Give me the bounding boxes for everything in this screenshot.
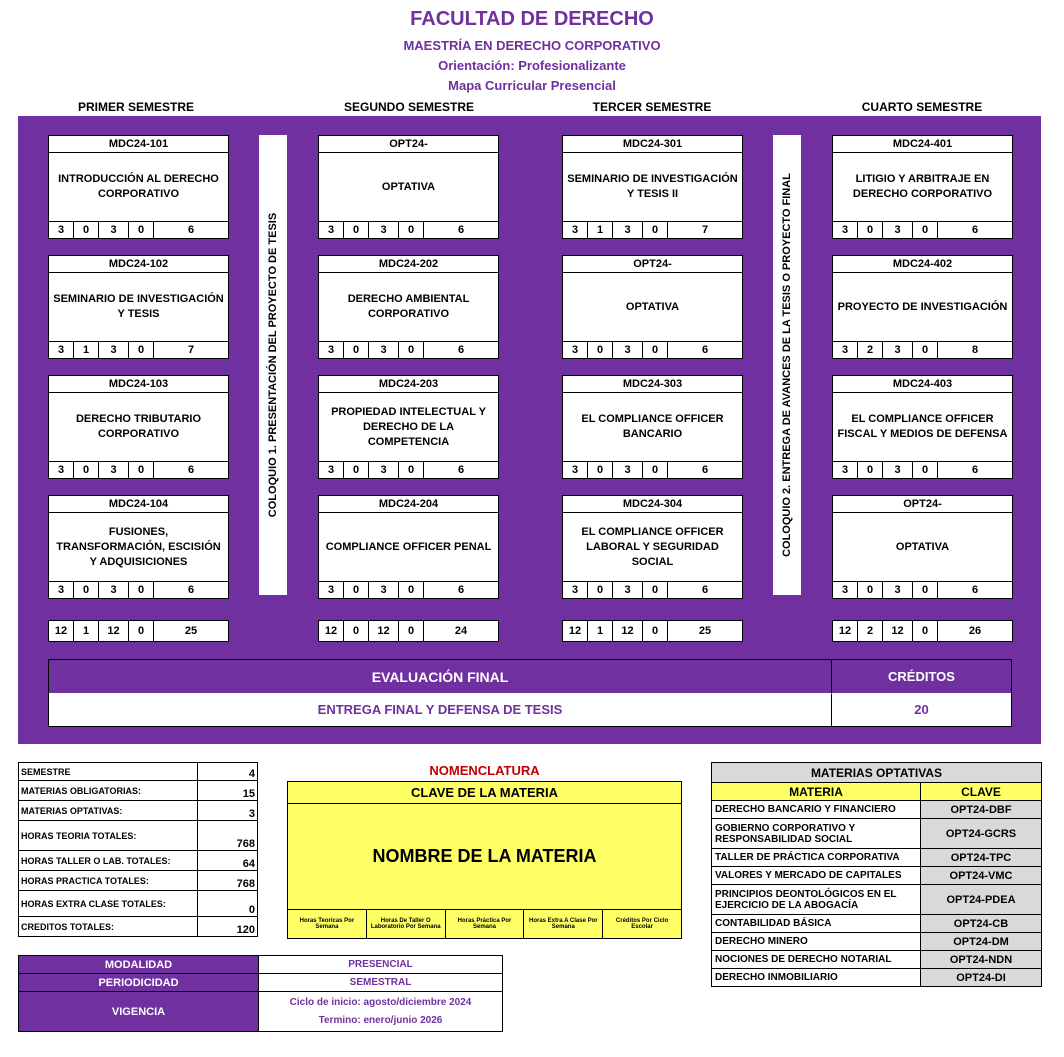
course-hours-cell: 0 xyxy=(643,342,668,358)
course-code: MDC24-303 xyxy=(563,376,742,393)
course-hours xyxy=(833,341,1012,358)
semester-totals-cell: 12 xyxy=(833,621,858,641)
course-hours xyxy=(833,221,1012,238)
course-hours xyxy=(563,581,742,598)
stats-label: HORAS EXTRA CLASE TOTALES: xyxy=(19,891,198,917)
semester-totals-cell: 24 xyxy=(454,625,468,637)
course-hours-cell: 7 xyxy=(187,344,195,356)
course-hours-cell: 6 xyxy=(187,224,195,236)
course-card xyxy=(562,495,743,599)
nomenclature-key: CLAVE DE LA MATERIA xyxy=(288,782,681,804)
semester-totals-cell: 12 xyxy=(563,621,588,641)
course-hours-cell: 3 xyxy=(49,342,74,358)
course-hours-cell: 6 xyxy=(701,464,709,476)
stats-row xyxy=(19,891,258,917)
course-name: PROPIEDAD INTELECTUAL Y DERECHO DE LA COMPETENCIA xyxy=(331,405,486,448)
course-name: LITIGIO Y ARBITRAJE EN DERECHO CORPORATIVO xyxy=(852,173,993,200)
stats-value: 15 xyxy=(198,781,258,801)
elective-subject: VALORES Y MERCADO DE CAPITALES xyxy=(712,867,921,885)
course-hours-cell: 0 xyxy=(913,462,938,478)
semester-totals-cell: 12 xyxy=(319,621,344,641)
colloquium-2-bar xyxy=(773,135,801,595)
course-hours-cell: 3 xyxy=(833,462,858,478)
elective-subject: DERECHO MINERO xyxy=(712,933,921,951)
semester-totals-cell: 0 xyxy=(643,621,668,641)
stats-row xyxy=(19,801,258,821)
course-code: MDC24-103 xyxy=(49,376,228,393)
elective-row xyxy=(712,969,1042,987)
course-code: MDC24-304 xyxy=(563,496,742,513)
validity-value xyxy=(259,992,503,1032)
course-hours-cell: 6 xyxy=(701,584,709,596)
course-hours-cell: 2 xyxy=(858,342,883,358)
course-hours-cell: 0 xyxy=(344,462,369,478)
stats-label: HORAS PRACTICA TOTALES: xyxy=(19,871,198,891)
electives-col-subject: MATERIA xyxy=(712,783,921,801)
course-code: MDC24-402 xyxy=(833,256,1012,273)
course-name: OPTATIVA xyxy=(895,540,950,553)
course-hours-cell: 0 xyxy=(643,222,668,238)
course-hours-cell: 3 xyxy=(883,222,913,238)
course-hours-cell: 0 xyxy=(344,222,369,238)
course-hours xyxy=(319,221,498,238)
stats-label: MATERIAS OBLIGATORIAS: xyxy=(19,781,198,801)
course-name: EL COMPLIANCE OFFICER LABORAL Y SEGURIDAD SOCIAL xyxy=(581,525,724,568)
course-hours-cell: 7 xyxy=(701,224,709,236)
course-hours-cell: 0 xyxy=(344,342,369,358)
nomenclature-col-lab: Horas De Taller O Laboratorio Por Semana xyxy=(367,910,446,938)
electives-col-key: CLAVE xyxy=(921,783,1042,801)
course-hours-cell: 3 xyxy=(49,582,74,598)
course-hours-cell: 3 xyxy=(613,462,643,478)
course-card xyxy=(832,255,1013,359)
course-name: COMPLIANCE OFFICER PENAL xyxy=(325,540,492,553)
semester-1-title: PRIMER SEMESTRE xyxy=(77,100,194,114)
semester-totals-cell: 26 xyxy=(968,625,982,637)
course-card xyxy=(832,495,1013,599)
course-hours xyxy=(563,221,742,238)
semester-totals-cell: 1 xyxy=(74,621,99,641)
course-hours-cell: 3 xyxy=(319,582,344,598)
elective-subject: DERECHO BANCARIO Y FINANCIERO xyxy=(712,801,921,819)
colloquium-1-label: COLOQUIO 1. PRESENTACIÓN DEL PROYECTO DE TESIS xyxy=(267,212,279,518)
semester-totals-cell: 0 xyxy=(129,621,154,641)
stats-label: MATERIAS OPTATIVAS: xyxy=(19,801,198,821)
elective-row xyxy=(712,801,1042,819)
elective-subject: CONTABILIDAD BÁSICA xyxy=(712,915,921,933)
course-hours-cell: 3 xyxy=(319,462,344,478)
elective-key: OPT24-DM xyxy=(921,933,1042,951)
semester-totals-cell: 1 xyxy=(588,621,613,641)
elective-row xyxy=(712,915,1042,933)
course-name: FUSIONES, TRANSFORMACIÓN, ESCISIÓN Y ADQUISICIONES xyxy=(56,525,221,568)
course-hours-cell: 3 xyxy=(49,462,74,478)
course-card xyxy=(832,375,1013,479)
elective-row xyxy=(712,849,1042,867)
course-hours-cell: 3 xyxy=(369,222,399,238)
stats-value: 768 xyxy=(198,871,258,891)
course-hours-cell: 0 xyxy=(399,462,424,478)
elective-key: OPT24-CB xyxy=(921,915,1042,933)
course-card xyxy=(48,135,229,239)
nomenclature-col-practice: Horas Práctica Por Semana xyxy=(446,910,525,938)
elective-subject: PRINCIPIOS DEONTOLÓGICOS EN EL EJERCICIO DE LA ABOGACÍA xyxy=(712,885,921,915)
course-hours-cell: 0 xyxy=(74,222,99,238)
course-hours-cell: 0 xyxy=(913,582,938,598)
stats-value: 768 xyxy=(198,821,258,851)
course-name: INTRODUCCIÓN AL DERECHO CORPORATIVO xyxy=(58,173,219,200)
course-hours-cell: 0 xyxy=(643,582,668,598)
course-card xyxy=(562,375,743,479)
stats-label: CREDITOS TOTALES: xyxy=(19,917,198,937)
elective-subject: GOBIERNO CORPORATIVO Y RESPONSABILIDAD SOCIAL xyxy=(712,819,921,849)
course-name: PROYECTO DE INVESTIGACIÓN xyxy=(837,300,1008,313)
course-hours xyxy=(833,581,1012,598)
course-hours-cell: 6 xyxy=(457,344,465,356)
course-hours-cell: 3 xyxy=(369,582,399,598)
course-hours-cell: 3 xyxy=(563,582,588,598)
elective-key: OPT24-PDEA xyxy=(921,885,1042,915)
elective-row xyxy=(712,885,1042,915)
course-name: DERECHO TRIBUTARIO CORPORATIVO xyxy=(75,413,202,440)
course-hours-cell: 0 xyxy=(858,462,883,478)
stats-row xyxy=(19,781,258,801)
course-name: EL COMPLIANCE OFFICER FISCAL Y MEDIOS DE DEFENSA xyxy=(837,413,1008,440)
course-card xyxy=(318,135,499,239)
colloquium-1-bar xyxy=(259,135,287,595)
course-hours-cell: 0 xyxy=(129,462,154,478)
modality-table xyxy=(18,955,503,1032)
course-card xyxy=(562,135,743,239)
stats-label: HORAS TEORIA TOTALES: xyxy=(19,821,198,851)
stats-label: SEMESTRE xyxy=(19,763,198,781)
credits-heading: CRÉDITOS xyxy=(832,660,1011,694)
stats-row xyxy=(19,871,258,891)
course-hours-cell: 3 xyxy=(833,342,858,358)
course-hours-cell: 3 xyxy=(883,462,913,478)
course-hours-cell: 0 xyxy=(129,342,154,358)
course-hours-cell: 0 xyxy=(913,222,938,238)
semester-totals-cell: 12 xyxy=(49,621,74,641)
course-hours-cell: 3 xyxy=(99,342,129,358)
course-hours-cell: 3 xyxy=(883,582,913,598)
stats-value: 120 xyxy=(198,917,258,937)
validity-label: VIGENCIA xyxy=(19,992,259,1032)
elective-subject: DERECHO INMOBILIARIO xyxy=(712,969,921,987)
electives-table xyxy=(711,762,1042,987)
course-hours-cell: 6 xyxy=(457,584,465,596)
course-hours xyxy=(49,581,228,598)
stats-row xyxy=(19,851,258,871)
stats-value: 4 xyxy=(198,763,258,781)
course-card xyxy=(318,375,499,479)
course-hours-cell: 0 xyxy=(74,462,99,478)
course-hours-cell: 0 xyxy=(399,582,424,598)
course-hours-cell: 0 xyxy=(129,222,154,238)
semester-totals-cell: 25 xyxy=(698,625,712,637)
course-card xyxy=(562,255,743,359)
course-hours-cell: 3 xyxy=(319,222,344,238)
course-hours-cell: 3 xyxy=(833,582,858,598)
course-hours-cell: 1 xyxy=(74,342,99,358)
semester-totals-cell: 0 xyxy=(344,621,369,641)
final-evaluation-value: ENTREGA FINAL Y DEFENSA DE TESIS xyxy=(49,694,832,726)
course-hours-cell: 0 xyxy=(588,462,613,478)
course-code: OPT24- xyxy=(319,136,498,153)
semester-totals-cell: 0 xyxy=(913,621,938,641)
nomenclature-title: NOMENCLATURA xyxy=(429,763,540,778)
elective-subject: TALLER DE PRÁCTICA CORPORATIVA xyxy=(712,849,921,867)
semester-4-title: CUARTO SEMESTRE xyxy=(861,100,983,114)
course-card xyxy=(832,135,1013,239)
course-code: MDC24-104 xyxy=(49,496,228,513)
course-hours-cell: 6 xyxy=(971,464,979,476)
elective-row xyxy=(712,819,1042,849)
semester-totals-cell: 2 xyxy=(858,621,883,641)
periodicity-value: SEMESTRAL xyxy=(259,974,503,992)
elective-subject: NOCIONES DE DERECHO NOTARIAL xyxy=(712,951,921,969)
stats-value: 64 xyxy=(198,851,258,871)
course-hours-cell: 3 xyxy=(613,342,643,358)
course-code: MDC24-102 xyxy=(49,256,228,273)
semester-totals-cell: 12 xyxy=(369,621,399,641)
course-hours-cell: 8 xyxy=(971,344,979,356)
course-code: MDC24-204 xyxy=(319,496,498,513)
semester-totals xyxy=(318,620,499,642)
course-hours-cell: 3 xyxy=(99,222,129,238)
semester-totals xyxy=(832,620,1013,642)
nomenclature-legend xyxy=(287,781,682,939)
elective-key: OPT24-VMC xyxy=(921,867,1042,885)
semester-totals-cell: 12 xyxy=(99,621,129,641)
course-hours-cell: 3 xyxy=(833,222,858,238)
course-hours xyxy=(319,461,498,478)
semester-totals-cell: 0 xyxy=(399,621,424,641)
course-hours-cell: 6 xyxy=(971,224,979,236)
elective-key: OPT24-TPC xyxy=(921,849,1042,867)
course-hours-cell: 3 xyxy=(369,462,399,478)
final-evaluation-heading: EVALUACIÓN FINAL xyxy=(49,660,832,694)
course-hours-cell: 0 xyxy=(399,222,424,238)
course-hours-cell: 1 xyxy=(588,222,613,238)
elective-row xyxy=(712,933,1042,951)
stats-value: 3 xyxy=(198,801,258,821)
elective-key: OPT24-DBF xyxy=(921,801,1042,819)
course-hours-cell: 0 xyxy=(129,582,154,598)
modality-value: PRESENCIAL xyxy=(259,956,503,974)
course-hours-cell: 0 xyxy=(399,342,424,358)
course-hours-cell: 6 xyxy=(187,584,195,596)
course-hours-cell: 0 xyxy=(588,582,613,598)
semester-3-title: TERCER SEMESTRE xyxy=(592,100,712,114)
course-hours xyxy=(319,581,498,598)
course-name: SEMINARIO DE INVESTIGACIÓN Y TESIS xyxy=(53,293,224,320)
orientation-label: Orientación: Profesionalizante xyxy=(438,58,626,73)
course-hours xyxy=(563,461,742,478)
course-code: MDC24-202 xyxy=(319,256,498,273)
colloquium-2-label: COLOQUIO 2. ENTREGA DE AVANCES DE LA TESIS O PROYECTO FINAL xyxy=(781,173,793,557)
course-hours-cell: 6 xyxy=(701,344,709,356)
validity-start: Ciclo de inicio: agosto/diciembre 2024 xyxy=(289,996,472,1008)
final-evaluation-credits: 20 xyxy=(832,694,1011,726)
elective-key: OPT24-DI xyxy=(921,969,1042,987)
course-hours-cell: 0 xyxy=(344,582,369,598)
course-card xyxy=(48,255,229,359)
course-name: OPTATIVA xyxy=(381,180,436,193)
semester-totals-cell: 12 xyxy=(883,621,913,641)
stats-value: 0 xyxy=(198,891,258,917)
faculty-title: FACULTAD DE DERECHO xyxy=(410,8,654,30)
course-hours-cell: 6 xyxy=(187,464,195,476)
stats-row xyxy=(19,917,258,937)
elective-key: OPT24-NDN xyxy=(921,951,1042,969)
course-hours xyxy=(49,461,228,478)
validity-end: Termino: enero/junio 2026 xyxy=(318,1014,443,1026)
semester-totals-cell: 12 xyxy=(613,621,643,641)
course-hours xyxy=(49,221,228,238)
course-code: MDC24-203 xyxy=(319,376,498,393)
course-hours-cell: 3 xyxy=(563,342,588,358)
stats-row xyxy=(19,763,258,781)
course-hours-cell: 3 xyxy=(319,342,344,358)
course-code: OPT24- xyxy=(833,496,1012,513)
course-hours-cell: 6 xyxy=(457,464,465,476)
course-card xyxy=(318,255,499,359)
nomenclature-col-theory: Horas Teoricas Por Semana xyxy=(288,910,367,938)
semester-totals xyxy=(562,620,743,642)
course-card xyxy=(48,375,229,479)
nomenclature-col-credits: Créditos Por Ciclo Escolar xyxy=(615,918,669,930)
course-hours xyxy=(319,341,498,358)
course-hours-cell: 6 xyxy=(457,224,465,236)
course-hours-cell: 3 xyxy=(99,582,129,598)
course-name: DERECHO AMBIENTAL CORPORATIVO xyxy=(347,293,470,320)
elective-key: OPT24-GCRS xyxy=(921,819,1042,849)
course-code: MDC24-401 xyxy=(833,136,1012,153)
final-evaluation xyxy=(48,659,1012,727)
semester-2-title: SEGUNDO SEMESTRE xyxy=(343,100,475,114)
course-hours-cell: 3 xyxy=(563,462,588,478)
nomenclature-col-extra: Horas Extra A Clase Por Semana xyxy=(524,910,603,938)
course-hours-cell: 0 xyxy=(588,342,613,358)
stats-row xyxy=(19,821,258,851)
electives-title: MATERIAS OPTATIVAS xyxy=(712,763,1042,783)
stats-label: HORAS TALLER O LAB. TOTALES: xyxy=(19,851,198,871)
course-hours xyxy=(49,341,228,358)
course-hours-cell: 3 xyxy=(613,582,643,598)
course-hours-cell: 3 xyxy=(49,222,74,238)
course-hours-cell: 0 xyxy=(858,222,883,238)
elective-row xyxy=(712,951,1042,969)
course-hours-cell: 3 xyxy=(563,222,588,238)
semester-totals xyxy=(48,620,229,642)
periodicity-label: PERIODICIDAD xyxy=(19,974,259,992)
course-hours-cell: 3 xyxy=(369,342,399,358)
elective-row xyxy=(712,867,1042,885)
course-code: MDC24-301 xyxy=(563,136,742,153)
course-hours-cell: 6 xyxy=(971,584,979,596)
course-hours-cell: 0 xyxy=(74,582,99,598)
nomenclature-name: NOMBRE DE LA MATERIA xyxy=(288,804,681,910)
course-hours xyxy=(563,341,742,358)
course-code: MDC24-101 xyxy=(49,136,228,153)
course-name: OPTATIVA xyxy=(625,300,680,313)
stats-table xyxy=(18,762,258,937)
course-hours-cell: 3 xyxy=(883,342,913,358)
course-hours xyxy=(833,461,1012,478)
course-hours-cell: 3 xyxy=(99,462,129,478)
modality-label: MODALIDAD xyxy=(19,956,259,974)
course-hours-cell: 0 xyxy=(913,342,938,358)
semester-totals-cell: 25 xyxy=(184,625,198,637)
course-code: MDC24-403 xyxy=(833,376,1012,393)
program-title: MAESTRÍA EN DERECHO CORPORATIVO xyxy=(403,38,661,53)
map-label: Mapa Curricular Presencial xyxy=(448,78,616,93)
course-code: OPT24- xyxy=(563,256,742,273)
course-card xyxy=(48,495,229,599)
course-hours-cell: 0 xyxy=(858,582,883,598)
course-card xyxy=(318,495,499,599)
course-hours-cell: 3 xyxy=(613,222,643,238)
course-hours-cell: 0 xyxy=(643,462,668,478)
course-name: SEMINARIO DE INVESTIGACIÓN Y TESIS II xyxy=(567,173,738,200)
course-name: EL COMPLIANCE OFFICER BANCARIO xyxy=(581,413,724,440)
